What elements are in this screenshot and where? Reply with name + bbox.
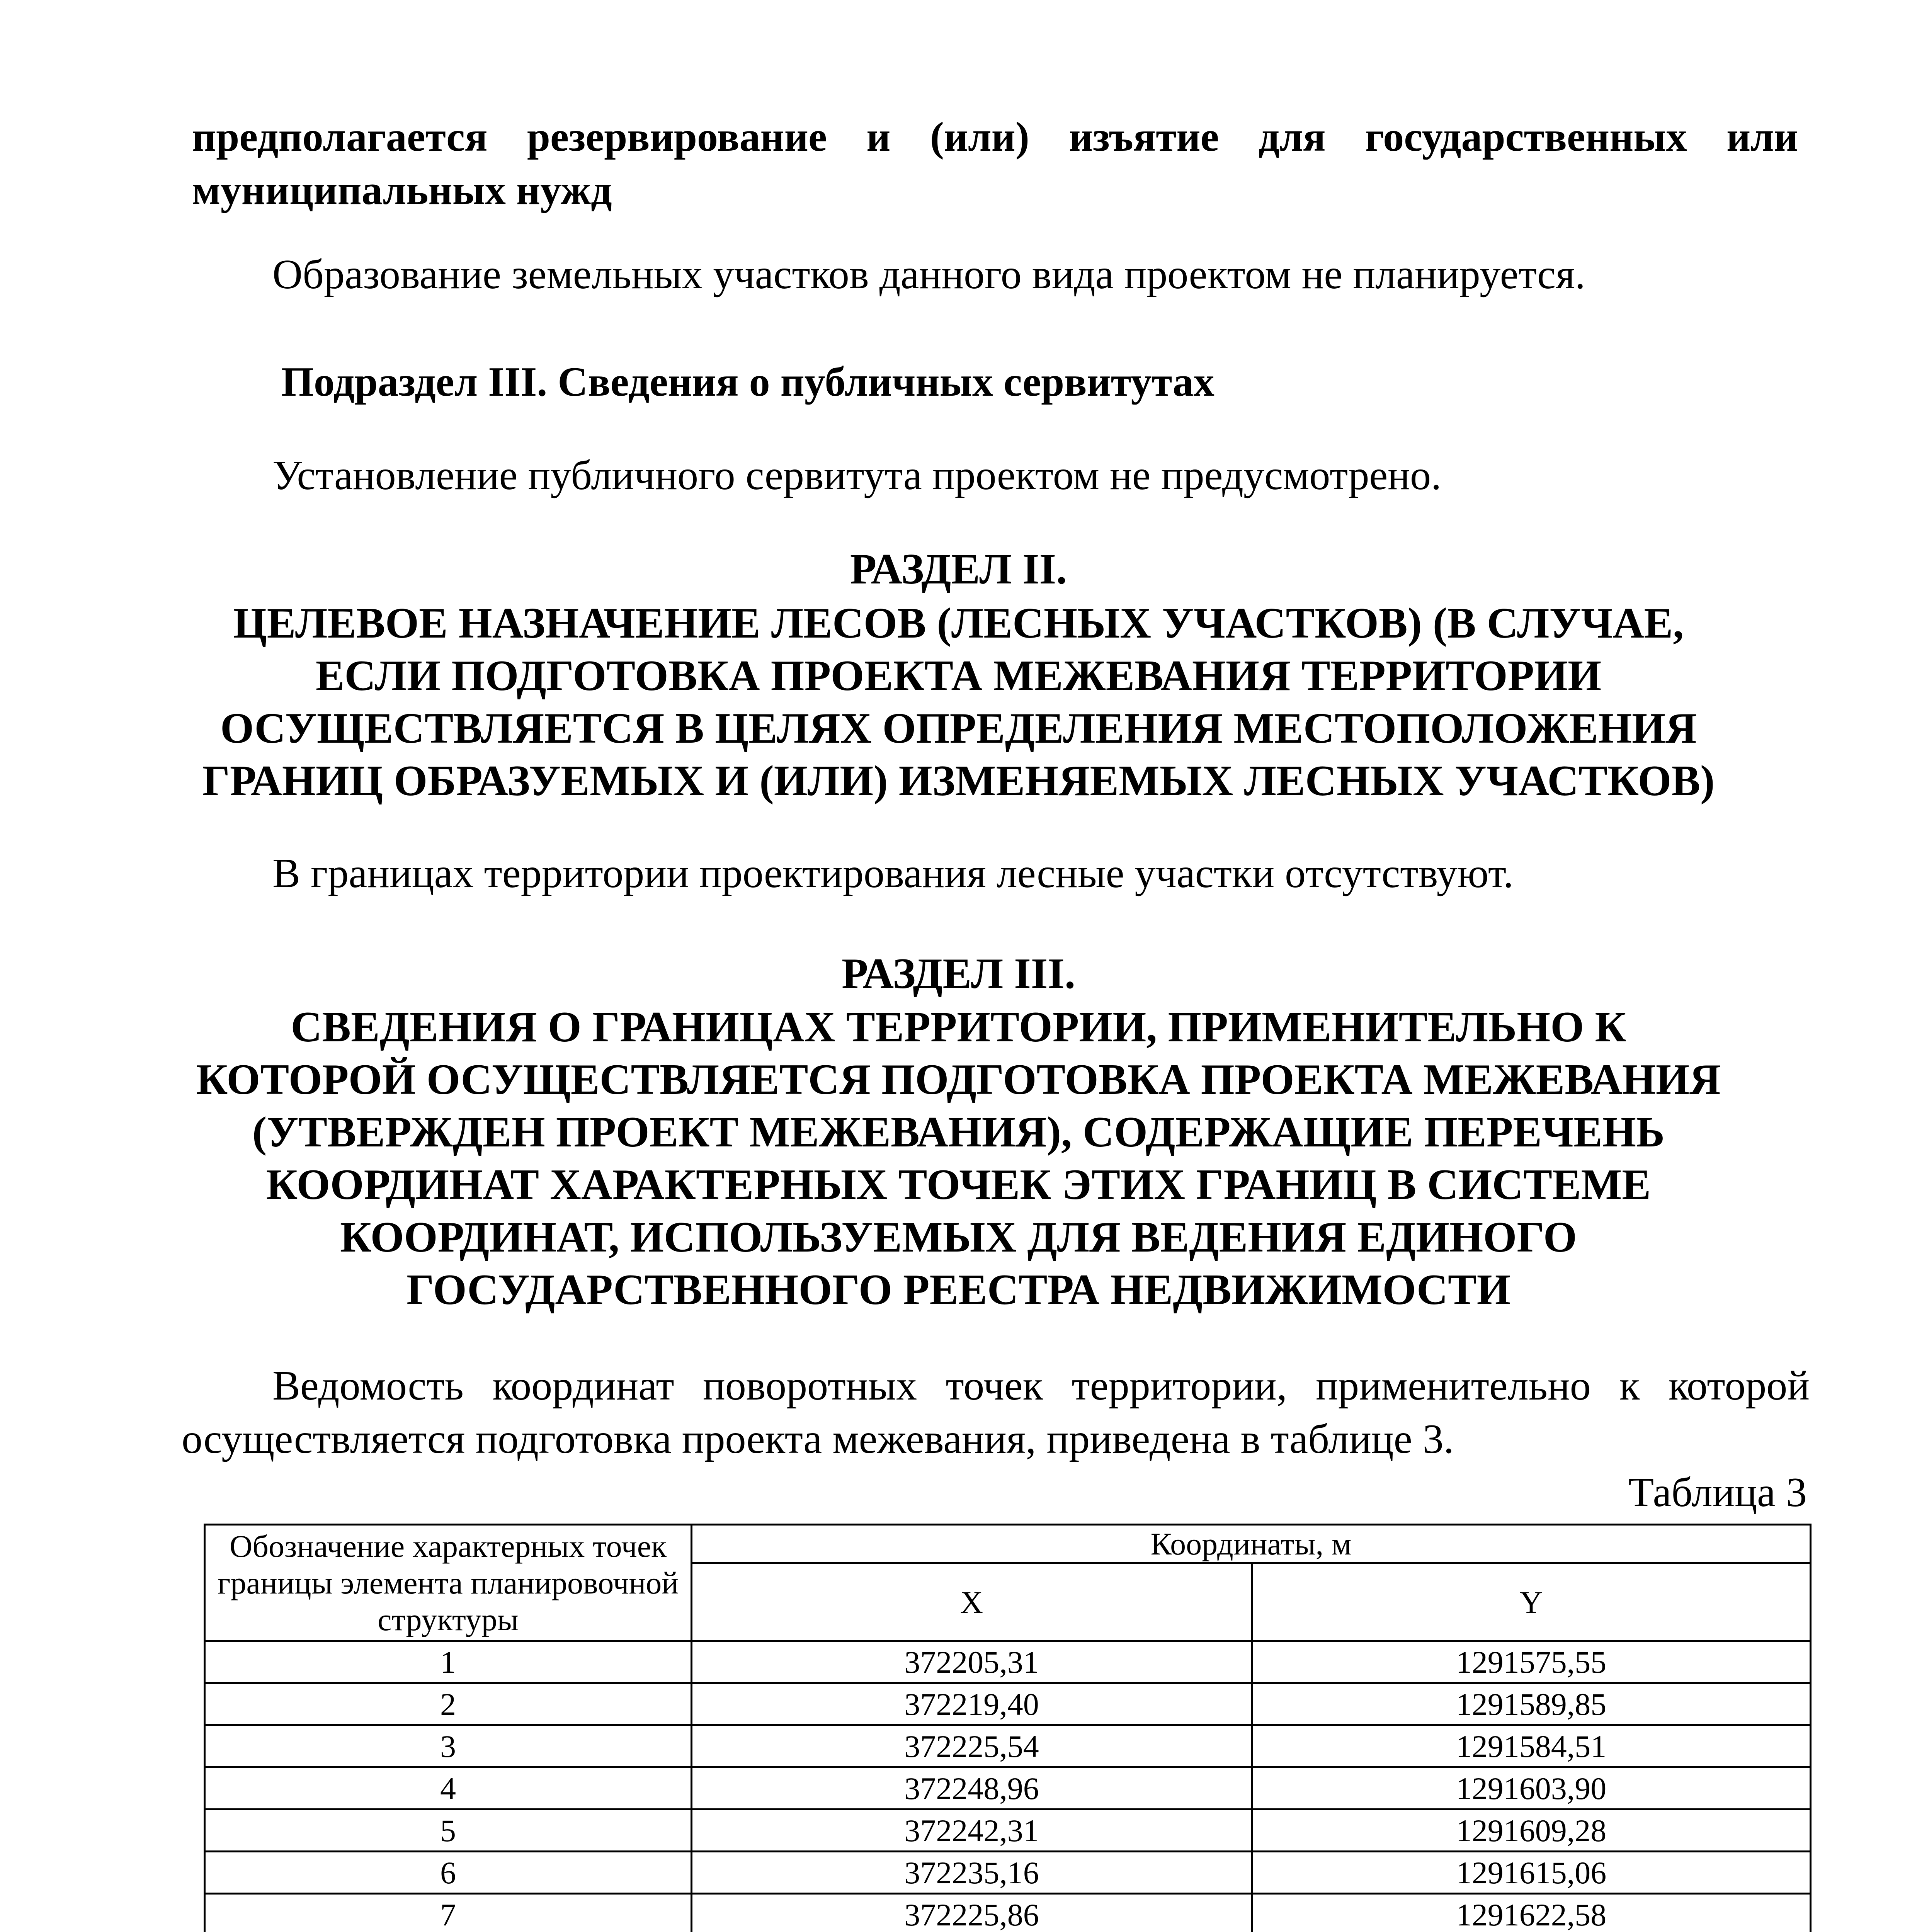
cell-y: 1291615,06 (1252, 1852, 1811, 1894)
header-y: Y (1252, 1563, 1811, 1641)
section-3-heading-line5: КООРДИНАТ, ИСПОЛЬЗУЕМЫХ ДЛЯ ВЕДЕНИЯ ЕДИНОГО (340, 1213, 1577, 1261)
cell-point: 5 (205, 1810, 692, 1852)
section-2-heading-line3: ОСУЩЕСТВЛЯЕТСЯ В ЦЕЛЯХ ОПРЕДЕЛЕНИЯ МЕСТОПОЛОЖЕНИЯ (220, 704, 1697, 752)
section-2-heading-line4: ГРАНИЦ ОБРАЗУЕМЫХ И (ИЛИ) ИЗМЕНЯЕМЫХ ЛЕСНЫХ УЧАСТКОВ) (202, 757, 1715, 805)
forest-plots-paragraph: В границах территории проектирования лесные участки отсутствуют. (272, 850, 1514, 896)
cell-y: 1291622,58 (1252, 1894, 1811, 1932)
table-row (205, 1767, 1811, 1810)
cell-y: 1291575,55 (1252, 1641, 1811, 1683)
coordinates-intro-line2: осуществляется подготовка проекта межевания, приведена в таблице 3. (182, 1416, 1454, 1462)
header-point-designation: Обозначение характерных точек границы элемента планировочной структуры (205, 1525, 692, 1641)
continued-heading-line2: муниципальных нужд (192, 167, 612, 213)
cell-x: 372205,31 (692, 1641, 1252, 1683)
coordinates-table (204, 1524, 1812, 1932)
cell-y: 1291584,51 (1252, 1725, 1811, 1767)
cell-x: 372219,40 (692, 1683, 1252, 1725)
section-3-heading-line3: (УТВЕРЖДЕН ПРОЕКТ МЕЖЕВАНИЯ), СОДЕРЖАЩИЕ ПЕРЕЧЕНЬ (252, 1108, 1665, 1156)
table-row (205, 1725, 1811, 1767)
section-3-heading-line6: ГОСУДАРСТВЕННОГО РЕЕСТРА НЕДВИЖИМОСТИ (407, 1266, 1510, 1314)
section-2-heading-line1: ЦЕЛЕВОЕ НАЗНАЧЕНИЕ ЛЕСОВ (ЛЕСНЫХ УЧАСТКОВ) (В СЛУЧАЕ, (233, 599, 1684, 647)
table-row (205, 1894, 1811, 1932)
cell-x: 372242,31 (692, 1810, 1252, 1852)
cell-x: 372225,86 (692, 1894, 1252, 1932)
table-row (205, 1852, 1811, 1894)
coordinates-intro-line1: Ведомость координат поворотных точек территории, применительно к которой (272, 1363, 1810, 1409)
section-3-heading-line2: КОТОРОЙ ОСУЩЕСТВЛЯЕТСЯ ПОДГОТОВКА ПРОЕКТА МЕЖЕВАНИЯ (196, 1056, 1721, 1104)
section-3-title: РАЗДЕЛ III. (842, 950, 1075, 998)
cell-x: 372225,54 (692, 1725, 1252, 1767)
header-coordinates: Координаты, м (692, 1525, 1811, 1563)
cell-point: 2 (205, 1683, 692, 1725)
section-2-title: РАЗДЕЛ II. (850, 545, 1067, 593)
cell-point: 3 (205, 1725, 692, 1767)
cell-point: 4 (205, 1767, 692, 1810)
header-x: X (692, 1563, 1252, 1641)
table-caption: Таблица 3 (1628, 1469, 1807, 1515)
section-3-heading-line1: СВЕДЕНИЯ О ГРАНИЦАХ ТЕРРИТОРИИ, ПРИМЕНИТЕЛЬНО К (291, 1003, 1626, 1051)
cell-x: 372248,96 (692, 1767, 1252, 1810)
table-row (205, 1683, 1811, 1725)
cell-point: 7 (205, 1894, 692, 1932)
continued-heading-line1: предполагается резервирование и (или) изъятие для государственных или (192, 114, 1798, 160)
land-plots-paragraph: Образование земельных участков данного вида проектом не планируется. (272, 252, 1585, 298)
cell-y: 1291589,85 (1252, 1683, 1811, 1725)
section-3-heading-line4: КООРДИНАТ ХАРАКТЕРНЫХ ТОЧЕК ЭТИХ ГРАНИЦ В СИСТЕМЕ (266, 1161, 1651, 1209)
cell-y: 1291609,28 (1252, 1810, 1811, 1852)
cell-point: 6 (205, 1852, 692, 1894)
cell-x: 372235,16 (692, 1852, 1252, 1894)
table-row (205, 1810, 1811, 1852)
section-2-heading-line2: ЕСЛИ ПОДГОТОВКА ПРОЕКТА МЕЖЕВАНИЯ ТЕРРИТОРИИ (315, 652, 1602, 700)
servitude-paragraph: Установление публичного сервитута проектом не предусмотрено. (272, 452, 1442, 498)
cell-y: 1291603,90 (1252, 1767, 1811, 1810)
cell-point: 1 (205, 1641, 692, 1683)
subsection-3-title: Подраздел III. Сведения о публичных сервитутах (281, 359, 1214, 405)
table-row (205, 1641, 1811, 1683)
